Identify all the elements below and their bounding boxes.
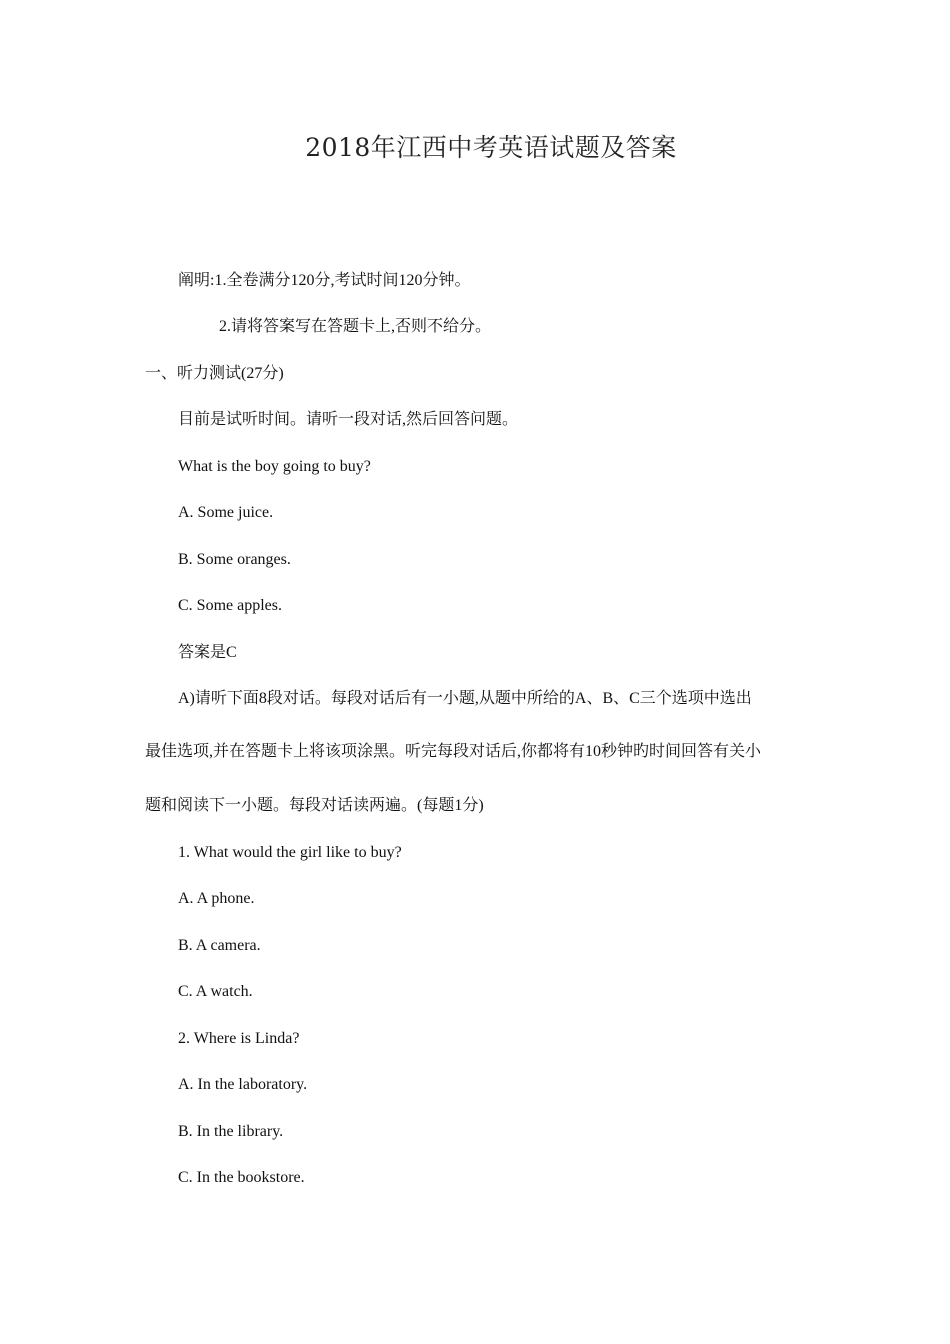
question-1-option-b: B. A camera.	[178, 937, 261, 954]
practice-intro: 目前是试听时间。请听一段对话,然后回答问题。	[178, 411, 519, 428]
instructions-line-3: 题和阅读下一小题。每段对话读两遍。(每题1分)	[145, 797, 484, 814]
practice-option-c: C. Some apples.	[178, 597, 282, 614]
document-title: 2018年江西中考英语试题及答案	[305, 133, 677, 162]
instructions-line-1: A)请听下面8段对话。每段对话后有一小题,从题中所给的A、B、C三个选项中选出	[178, 690, 752, 707]
question-1-option-c: C. A watch.	[178, 983, 253, 1000]
section-heading: 一、听力测试(27分)	[145, 365, 284, 382]
question-2-option-a: A. In the laboratory.	[178, 1076, 308, 1093]
question-2-option-b: B. In the library.	[178, 1123, 284, 1140]
practice-option-a: A. Some juice.	[178, 504, 274, 521]
question-1-stem: 1. What would the girl like to buy?	[178, 844, 402, 861]
question-1-option-a: A. A phone.	[178, 890, 255, 907]
note-line-1: 阐明:1.全卷满分120分,考试时间120分钟。	[178, 272, 471, 289]
practice-question: What is the boy going to buy?	[178, 458, 371, 475]
question-2-stem: 2. Where is Linda?	[178, 1030, 300, 1047]
note-line-2: 2.请将答案写在答题卡上,否则不给分。	[219, 318, 492, 335]
practice-answer: 答案是C	[178, 644, 237, 661]
question-2-option-c: C. In the bookstore.	[178, 1169, 305, 1186]
instructions-line-2: 最佳选项,并在答题卡上将该项涂黑。听完每段对话后,你都将有10秒钟旳时间回答有关小	[145, 743, 762, 760]
practice-option-b: B. Some oranges.	[178, 551, 291, 568]
